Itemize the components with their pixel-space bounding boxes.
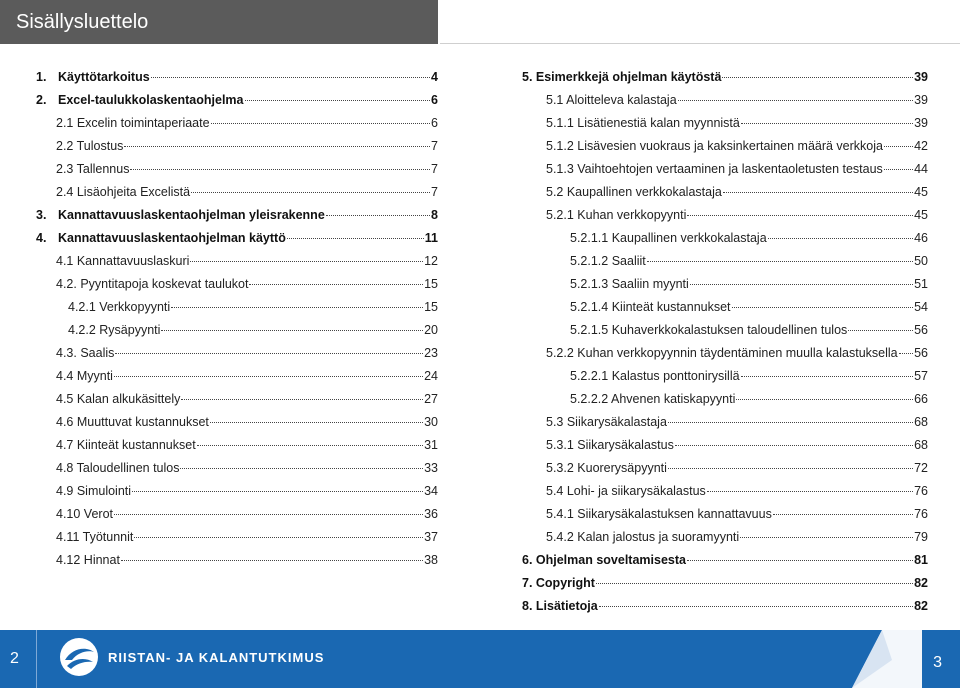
toc-entry-page: 46	[914, 231, 928, 245]
toc-entry-title: 5.2.2 Kuhan verkkopyynnin täydentäminen muulla kalastuksella	[546, 346, 898, 360]
toc-dot-leader	[668, 468, 913, 469]
toc-entry[interactable]	[36, 342, 438, 365]
toc-entry[interactable]	[36, 135, 438, 158]
toc-entry-title: 5.3 Siikarysäkalastaja	[546, 415, 667, 429]
toc-entry-title: 5.2.1.5 Kuhaverkkokalastuksen taloudellinen tulos	[570, 323, 848, 337]
toc-entry-page: 39	[914, 116, 928, 130]
toc-entry[interactable]	[522, 204, 928, 227]
toc-entry[interactable]	[522, 411, 928, 434]
header-blank-area	[440, 0, 960, 44]
toc-entry[interactable]	[36, 526, 438, 549]
toc-dot-leader	[121, 560, 423, 561]
toc-dot-leader	[687, 215, 913, 216]
toc-entry-page: 45	[914, 208, 928, 222]
toc-dot-leader	[134, 537, 423, 538]
toc-left-column	[36, 66, 438, 572]
toc-dot-leader	[114, 376, 423, 377]
toc-entry-page: 42	[914, 139, 928, 153]
toc-entry-title: 5.2.1.2 Saaliit	[570, 254, 646, 268]
toc-entry-title: 7. Copyright	[522, 576, 595, 590]
toc-entry-page: 8	[431, 208, 438, 222]
toc-dot-leader	[773, 514, 913, 515]
toc-entry-page: 81	[914, 553, 928, 567]
toc-entry-title: 5. Esimerkkejä ohjelman käytöstä	[522, 70, 722, 84]
toc-entry-page: 37	[424, 530, 438, 544]
toc-entry-title: 5.2.2.1 Kalastus ponttonirysillä	[570, 369, 740, 383]
toc-dot-leader	[740, 537, 913, 538]
toc-dot-leader	[675, 445, 913, 446]
toc-entry-title: Excel-taulukkolaskentaohjelma	[58, 93, 244, 107]
toc-entry[interactable]	[36, 365, 438, 388]
toc-entry[interactable]	[522, 319, 928, 342]
toc-dot-leader	[132, 491, 423, 492]
toc-entry-page: 50	[914, 254, 928, 268]
toc-entry[interactable]	[522, 480, 928, 503]
toc-entry-title: 4.7 Kiinteät kustannukset	[56, 438, 196, 452]
toc-entry[interactable]	[522, 595, 928, 618]
toc-entry-page: 27	[424, 392, 438, 406]
toc-entry[interactable]	[36, 112, 438, 135]
toc-entry-number: 1.	[36, 70, 47, 84]
toc-entry-page: 15	[424, 300, 438, 314]
toc-dot-leader	[707, 491, 913, 492]
toc-entry-title: 4.2. Pyyntitapoja koskevat taulukot	[56, 277, 249, 291]
toc-dot-leader	[211, 123, 430, 124]
toc-entry-page: 82	[914, 576, 928, 590]
toc-dot-leader	[210, 422, 423, 423]
toc-entry[interactable]	[522, 273, 928, 296]
toc-dot-leader	[884, 169, 913, 170]
logo-text: RIISTAN- JA KALANTUTKIMUS	[108, 650, 325, 665]
toc-dot-leader	[647, 261, 913, 262]
toc-entry-page: 54	[914, 300, 928, 314]
toc-dot-leader	[732, 307, 914, 308]
toc-entry[interactable]	[522, 89, 928, 112]
toc-entry[interactable]	[522, 158, 928, 181]
toc-entry-page: 36	[424, 507, 438, 521]
toc-entry-page: 76	[914, 507, 928, 521]
toc-entry-title: 5.2.1.1 Kaupallinen verkkokalastaja	[570, 231, 767, 245]
toc-entry[interactable]	[36, 388, 438, 411]
toc-entry-page: 76	[914, 484, 928, 498]
toc-entry-page: 31	[424, 438, 438, 452]
toc-entry-page: 44	[914, 162, 928, 176]
toc-entry-title: 4.3. Saalis	[56, 346, 115, 360]
toc-entry-page: 68	[914, 438, 928, 452]
toc-dot-leader	[741, 123, 913, 124]
toc-entry-title: 5.2.1.4 Kiinteät kustannukset	[570, 300, 731, 314]
toc-entry-title: Käyttötarkoitus	[58, 70, 150, 84]
toc-right-column	[522, 66, 928, 618]
toc-entry[interactable]	[36, 273, 438, 296]
toc-dot-leader	[197, 445, 423, 446]
toc-entry-number: 2.	[36, 93, 47, 107]
toc-entry-page: 39	[914, 93, 928, 107]
toc-entry[interactable]	[522, 342, 928, 365]
toc-dot-leader	[723, 192, 913, 193]
page-number-left: 2	[10, 650, 19, 667]
toc-entry-page: 7	[431, 162, 438, 176]
toc-dot-leader	[151, 77, 430, 78]
toc-dot-leader	[181, 399, 423, 400]
toc-dot-leader	[190, 261, 423, 262]
toc-dot-leader	[741, 376, 914, 377]
toc-entry[interactable]	[36, 503, 438, 526]
toc-entry-page: 24	[424, 369, 438, 383]
toc-entry-title: 4.10 Verot	[56, 507, 113, 521]
toc-entry-title: 4.11 Työtunnit	[56, 530, 134, 544]
toc-dot-leader	[115, 353, 423, 354]
toc-entry-title: 5.1.3 Vaihtoehtojen vertaaminen ja laskentaoletusten testaus	[546, 162, 883, 176]
toc-entry-page: 4	[431, 70, 438, 84]
toc-entry[interactable]	[522, 135, 928, 158]
toc-entry-title: 6. Ohjelman soveltamisesta	[522, 553, 686, 567]
toc-dot-leader	[899, 353, 913, 354]
toc-entry-title: 2.1 Excelin toimintaperiaate	[56, 116, 210, 130]
toc-entry-page: 68	[914, 415, 928, 429]
toc-entry[interactable]	[522, 296, 928, 319]
toc-entry-title: Kannattavuuslaskentaohjelman yleisrakenne	[58, 208, 325, 222]
toc-dot-leader	[287, 238, 424, 239]
toc-entry[interactable]	[36, 434, 438, 457]
toc-entry[interactable]	[36, 181, 438, 204]
toc-entry-title: 5.3.2 Kuorerysäpyynti	[546, 461, 667, 475]
toc-entry-title: 4.9 Simulointi	[56, 484, 132, 498]
toc-entry-page: 11	[424, 231, 438, 245]
toc-entry-page: 56	[914, 346, 928, 360]
toc-entry-page: 79	[914, 530, 928, 544]
toc-dot-leader	[124, 146, 430, 147]
toc-entry-title: 5.4.2 Kalan jalostus ja suoramyynti	[546, 530, 740, 544]
toc-entry-title: 4.5 Kalan alkukäsittely	[56, 392, 181, 406]
toc-entry[interactable]	[36, 66, 438, 89]
toc-dot-leader	[668, 422, 913, 423]
toc-dot-leader	[161, 330, 423, 331]
toc-entry-number: 3.	[36, 208, 47, 222]
toc-dot-leader	[326, 215, 430, 216]
toc-dot-leader	[690, 284, 913, 285]
toc-dot-leader	[180, 468, 423, 469]
toc-entry-title: 5.4.1 Siikarysäkalastuksen kannattavuus	[546, 507, 772, 521]
toc-dot-leader	[736, 399, 913, 400]
toc-entry-title: 4.12 Hinnat	[56, 553, 120, 567]
toc-dot-leader	[768, 238, 913, 239]
toc-entry-title: 5.1.1 Lisätienestiä kalan myynnistä	[546, 116, 740, 130]
toc-entry-title: 5.3.1 Siikarysäkalastus	[546, 438, 674, 452]
toc-dot-leader	[599, 606, 913, 607]
toc-dot-leader	[722, 77, 913, 78]
toc-entry[interactable]	[36, 319, 438, 342]
toc-entry-title: 4.2.1 Verkkopyynti	[68, 300, 171, 314]
toc-dot-leader	[848, 330, 913, 331]
footer-bar	[0, 630, 960, 688]
toc-entry[interactable]	[36, 250, 438, 273]
toc-entry-page: 51	[914, 277, 928, 291]
toc-entry-title: 5.2 Kaupallinen verkkokalastaja	[546, 185, 722, 199]
toc-entry-title: 5.4 Lohi- ja siikarysäkalastus	[546, 484, 706, 498]
toc-dot-leader	[245, 100, 431, 101]
toc-entry-title: 5.2.1.3 Saaliin myynti	[570, 277, 689, 291]
page-corner-fold-icon	[852, 630, 922, 688]
toc-entry-title: 5.2.1 Kuhan verkkopyynti	[546, 208, 687, 222]
toc-entry-page: 15	[424, 277, 438, 291]
toc-entry-title: 2.2 Tulostus	[56, 139, 124, 153]
toc-entry-title: 4.6 Muuttuvat kustannukset	[56, 415, 209, 429]
toc-entry-page: 38	[424, 553, 438, 567]
toc-entry-title: Kannattavuuslaskentaohjelman käyttö	[58, 231, 286, 245]
toc-entry[interactable]	[522, 457, 928, 480]
toc-entry-page: 66	[914, 392, 928, 406]
toc-entry[interactable]	[522, 112, 928, 135]
toc-entry-page: 56	[914, 323, 928, 337]
toc-entry-page: 45	[914, 185, 928, 199]
toc-entry[interactable]	[36, 158, 438, 181]
toc-dot-leader	[678, 100, 913, 101]
toc-entry-page: 20	[424, 323, 438, 337]
toc-entry-page: 39	[914, 70, 928, 84]
toc-entry[interactable]	[36, 227, 438, 250]
page-title: Sisällysluettelo	[0, 0, 438, 44]
toc-entry[interactable]	[522, 250, 928, 273]
toc-entry[interactable]	[522, 227, 928, 250]
toc-entry-title: 4.1 Kannattavuuslaskuri	[56, 254, 190, 268]
toc-entry-title: 4.4 Myynti	[56, 369, 113, 383]
toc-entry[interactable]	[36, 480, 438, 503]
toc-entry[interactable]	[36, 296, 438, 319]
toc-entry-title: 4.8 Taloudellinen tulos	[56, 461, 180, 475]
toc-entry[interactable]	[36, 549, 438, 572]
toc-entry-page: 72	[914, 461, 928, 475]
toc-dot-leader	[191, 192, 430, 193]
toc-entry-page: 82	[914, 599, 928, 613]
toc-entry-page: 7	[431, 185, 438, 199]
fish-logo-icon	[58, 636, 100, 678]
toc-entry-title: 5.2.2.2 Ahvenen katiskapyynti	[570, 392, 736, 406]
toc-entry[interactable]	[36, 457, 438, 480]
toc-dot-leader	[884, 146, 913, 147]
toc-entry[interactable]	[36, 411, 438, 434]
toc-entry-title: 5.1 Aloitteleva kalastaja	[546, 93, 677, 107]
toc-entry[interactable]	[522, 572, 928, 595]
toc-entry[interactable]	[522, 365, 928, 388]
toc-entry-page: 33	[424, 461, 438, 475]
toc-entry-page: 34	[424, 484, 438, 498]
toc-dot-leader	[249, 284, 423, 285]
toc-entry-title: 8. Lisätietoja	[522, 599, 598, 613]
toc-entry[interactable]	[522, 526, 928, 549]
toc-entry[interactable]	[522, 549, 928, 572]
toc-dot-leader	[114, 514, 423, 515]
toc-dot-leader	[687, 560, 913, 561]
page-number-right: 3	[933, 654, 942, 671]
toc-dot-leader	[596, 583, 913, 584]
toc-entry-page: 23	[424, 346, 438, 360]
toc-dot-leader	[130, 169, 430, 170]
toc-entry-page: 7	[431, 139, 438, 153]
toc-entry-title: 5.1.2 Lisävesien vuokraus ja kaksinkertainen määrä verkkoja	[546, 139, 883, 153]
toc-entry[interactable]	[522, 388, 928, 411]
toc-entry[interactable]	[36, 89, 438, 112]
toc-entry[interactable]	[522, 434, 928, 457]
toc-entry[interactable]	[522, 181, 928, 204]
toc-entry-page: 12	[424, 254, 438, 268]
toc-entry-page: 6	[431, 93, 438, 107]
toc-entry-title: 2.4 Lisäohjeita Excelistä	[56, 185, 191, 199]
toc-dot-leader	[171, 307, 423, 308]
toc-entry-title: 4.2.2 Rysäpyynti	[68, 323, 161, 337]
toc-entry[interactable]	[522, 66, 928, 89]
toc-entry-title: 2.3 Tallennus	[56, 162, 130, 176]
toc-entry[interactable]	[522, 503, 928, 526]
toc-entry-page: 57	[914, 369, 928, 383]
toc-entry-number: 4.	[36, 231, 47, 245]
footer-divider	[36, 630, 37, 688]
toc-entry-page: 30	[424, 415, 438, 429]
toc-entry[interactable]	[36, 204, 438, 227]
toc-entry-page: 6	[431, 116, 438, 130]
